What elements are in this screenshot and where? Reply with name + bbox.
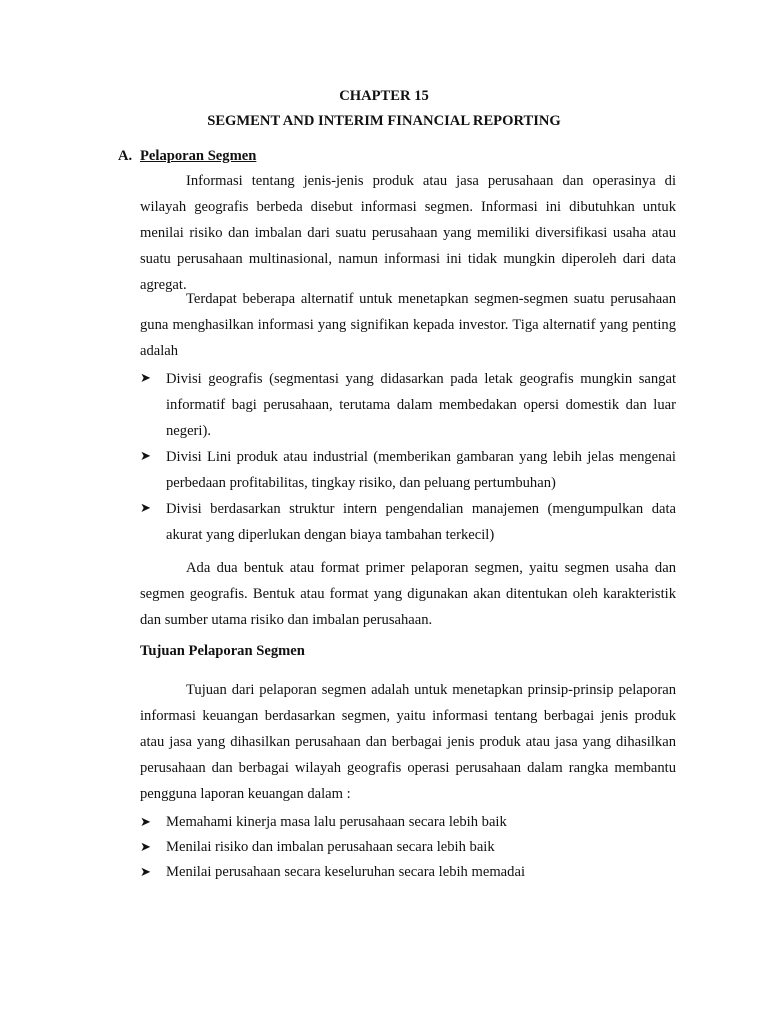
arrowhead-bullet-icon: ➤ (140, 840, 151, 855)
arrowhead-bullet-icon: ➤ (140, 865, 151, 880)
list-item-text: Divisi geografis (segmentasi yang didasarkan pada letak geografis mungkin sangat informatif bagi perusahaan, terutama dalam membedakan opersi domestik dan luar negeri). (166, 371, 676, 439)
arrowhead-bullet-icon: ➤ (140, 371, 151, 386)
goals-list (140, 810, 676, 885)
list-item (140, 444, 676, 496)
list-item (140, 860, 676, 885)
chapter-title: SEGMENT AND INTERIM FINANCIAL REPORTING (207, 113, 561, 129)
arrowhead-bullet-icon: ➤ (140, 449, 151, 464)
list-item (140, 366, 676, 444)
list-item-text: Menilai perusahaan secara keseluruhan secara lebih memadai (166, 864, 525, 880)
list-item-text: Menilai risiko dan imbalan perusahaan secara lebih baik (166, 839, 495, 855)
list-item-text: Divisi berdasarkan struktur intern pengendalian manajemen (mengumpulkan data akurat yang diperlukan dengan biaya tambahan terkecil) (166, 501, 676, 543)
list-item (140, 496, 676, 548)
chapter-number: CHAPTER 15 (339, 88, 429, 104)
list-item-text: Memahami kinerja masa lalu perusahaan secara lebih baik (166, 814, 507, 830)
list-item-text: Divisi Lini produk atau industrial (memberikan gambaran yang lebih jelas mengenai perbedaan profitabilitas, tingkay risiko, dan peluang pertumbuhan) (166, 449, 676, 491)
subheading-tujuan: Tujuan Pelaporan Segmen (140, 643, 305, 659)
list-item (140, 810, 676, 835)
arrowhead-bullet-icon: ➤ (140, 501, 151, 516)
list-item (140, 835, 676, 860)
paragraph-alternatives-intro: Terdapat beberapa alternatif untuk menetapkan segmen-segmen suatu perusahaan guna menghasilkan informasi yang signifikan kepada investor. Tiga alternatif yang penting adalah (140, 291, 676, 359)
section-title: Pelaporan Segmen (140, 148, 257, 164)
paragraph-formats: Ada dua bentuk atau format primer pelaporan segmen, yaitu segmen usaha dan segmen geografis. Bentuk atau format yang digunakan akan ditentukan oleh karakteristik dan sumber utama risiko dan imbalan perusahaan. (140, 560, 676, 628)
section-heading-a (118, 148, 256, 165)
paragraph-segment-info: Informasi tentang jenis-jenis produk atau jasa perusahaan dan operasinya di wilayah geografis berbeda disebut informasi segmen. Informasi ini dibutuhkan untuk menilai risiko dan imbalan dari suatu perusahaan yang memiliki diversifikasi usaha atau suatu perusahaan multinasional, namun informasi ini tidak mungkin diperoleh dari data agregat. (140, 173, 676, 293)
arrowhead-bullet-icon: ➤ (140, 815, 151, 830)
paragraph-tujuan: Tujuan dari pelaporan segmen adalah untuk menetapkan prinsip-prinsip pelaporan informasi keuangan berdasarkan segmen, yaitu informasi tentang berbagai jenis produk atau jasa yang dihasilkan perusahaan dan berbagai jenis produk atau jasa yang dihasilkan perusahaan dan berbagai wilayah geografis operasi perusahaan dalam rangka membantu pengguna laporan keuangan dalam : (140, 682, 676, 802)
section-letter: A. (118, 148, 133, 164)
alternatives-list (140, 366, 676, 548)
